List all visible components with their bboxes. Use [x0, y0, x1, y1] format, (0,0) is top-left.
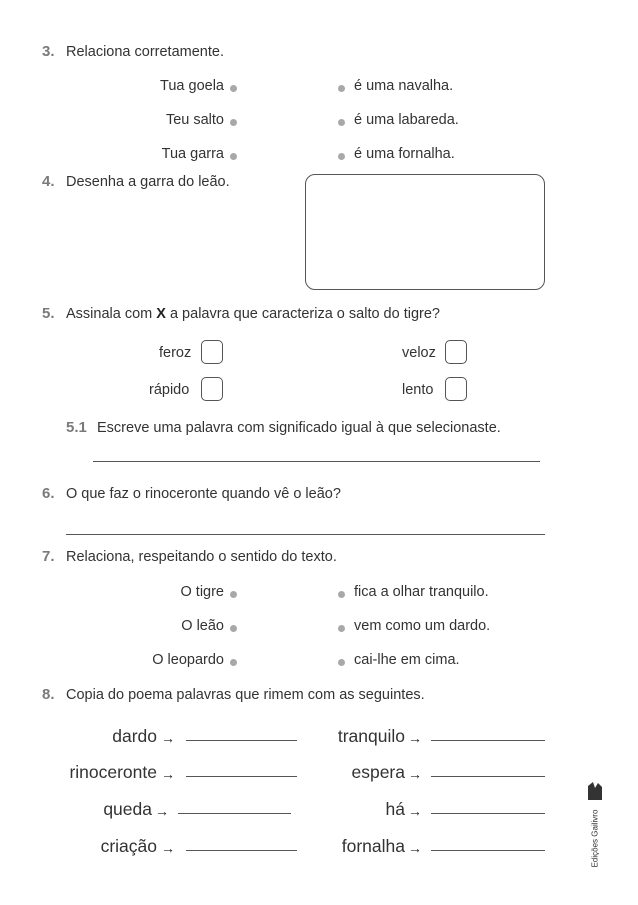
- rhyme-word-dardo: dardo: [112, 726, 157, 746]
- question-5-1-instruction: Escreve uma palavra com significado igual à que selecionaste.: [97, 420, 501, 436]
- option-rapido-label: rápido: [149, 382, 190, 398]
- arrow-icon: →: [155, 803, 169, 819]
- q7-left-dot-2[interactable]: [230, 625, 237, 632]
- publisher-logo-icon: [586, 780, 604, 802]
- question-6-instruction: O que faz o rinoceronte quando vê o leão?: [66, 486, 341, 502]
- rhyme-answer-line-espera[interactable]: [431, 776, 545, 777]
- q7-right-dot-3[interactable]: [338, 659, 345, 666]
- option-lento-checkbox[interactable]: [445, 377, 467, 401]
- arrow-icon: →: [161, 766, 175, 782]
- x-mark-label: X: [156, 306, 166, 322]
- question-5-number: 5.: [42, 305, 55, 322]
- question-8-instruction: Copia do poema palavras que rimem com as seguintes.: [66, 687, 425, 703]
- publisher-imprint: [585, 780, 605, 866]
- option-rapido-checkbox[interactable]: [201, 377, 223, 401]
- arrow-icon: →: [408, 766, 422, 782]
- q3-right-dot-2[interactable]: [338, 119, 345, 126]
- q3-right-item-3: é uma fornalha.: [354, 146, 455, 162]
- q3-right-dot-1[interactable]: [338, 85, 345, 92]
- arrow-icon: →: [161, 840, 175, 856]
- arrow-icon: →: [408, 803, 422, 819]
- arrow-icon: →: [161, 730, 175, 746]
- question-3-number: 3.: [42, 43, 55, 60]
- q3-right-dot-3[interactable]: [338, 153, 345, 160]
- q7-right-item-1: fica a olhar tranquilo.: [354, 584, 489, 600]
- question-7-number: 7.: [42, 548, 55, 565]
- rhyme-word-criacao: criação: [100, 836, 157, 856]
- question-5-instruction-end: a palavra que caracteriza o salto do tigre?: [169, 306, 440, 322]
- q3-right-item-2: é uma labareda.: [354, 112, 459, 128]
- rhyme-word-rinoceronte: rinoceronte: [69, 762, 157, 782]
- rhyme-word-queda: queda: [103, 799, 152, 819]
- rhyme-word-fornalha: fornalha: [341, 836, 405, 856]
- question-8-number: 8.: [42, 686, 55, 703]
- question-4-number: 4.: [42, 173, 55, 190]
- publisher-name: Edições Gailivro: [590, 809, 600, 868]
- question-5-1-number: 5.1: [66, 419, 87, 436]
- arrow-icon: →: [408, 840, 422, 856]
- q7-right-dot-1[interactable]: [338, 591, 345, 598]
- question-5-instruction: [66, 306, 440, 322]
- rhyme-answer-line-tranquilo[interactable]: [431, 740, 545, 741]
- arrow-icon: →: [408, 730, 422, 746]
- q3-left-item-1: Tua goela: [160, 78, 224, 94]
- option-veloz-checkbox[interactable]: [445, 340, 467, 364]
- question-3-instruction: Relaciona corretamente.: [66, 44, 224, 60]
- option-lento-label: lento: [402, 382, 434, 398]
- rhyme-answer-line-ha[interactable]: [431, 813, 545, 814]
- q7-left-item-1: O tigre: [180, 584, 224, 600]
- q3-left-dot-3[interactable]: [230, 153, 237, 160]
- rhyme-word-espera: espera: [351, 762, 405, 782]
- q7-left-dot-1[interactable]: [230, 591, 237, 598]
- q3-left-dot-2[interactable]: [230, 119, 237, 126]
- rhyme-answer-line-queda[interactable]: [178, 813, 291, 814]
- q7-left-item-3: O leopardo: [152, 652, 224, 668]
- drawing-box[interactable]: [305, 174, 545, 290]
- q3-left-item-2: Teu salto: [165, 112, 224, 128]
- option-feroz-label: feroz: [159, 345, 192, 361]
- question-5-1-answer-line[interactable]: [93, 461, 540, 462]
- option-veloz-label: veloz: [402, 345, 436, 361]
- question-5-instruction-start: Assinala com: [66, 306, 153, 322]
- q7-right-item-3: cai-lhe em cima.: [354, 652, 460, 668]
- q7-left-item-2: O leão: [181, 618, 224, 634]
- question-6-number: 6.: [42, 485, 55, 502]
- q7-right-item-2: vem como um dardo.: [354, 618, 491, 634]
- rhyme-word-tranquilo: tranquilo: [337, 726, 405, 746]
- q3-right-item-1: é uma navalha.: [354, 78, 454, 94]
- question-6-answer-line[interactable]: [66, 534, 545, 535]
- option-feroz-checkbox[interactable]: [201, 340, 223, 364]
- rhyme-word-ha: há: [385, 799, 405, 819]
- q7-right-dot-2[interactable]: [338, 625, 345, 632]
- q3-left-item-3: Tua garra: [161, 146, 224, 162]
- question-4-instruction: Desenha a garra do leão.: [66, 174, 230, 190]
- rhyme-answer-line-fornalha[interactable]: [431, 850, 545, 851]
- q7-left-dot-3[interactable]: [230, 659, 237, 666]
- q3-left-dot-1[interactable]: [230, 85, 237, 92]
- question-7-instruction: Relaciona, respeitando o sentido do texto.: [66, 549, 337, 565]
